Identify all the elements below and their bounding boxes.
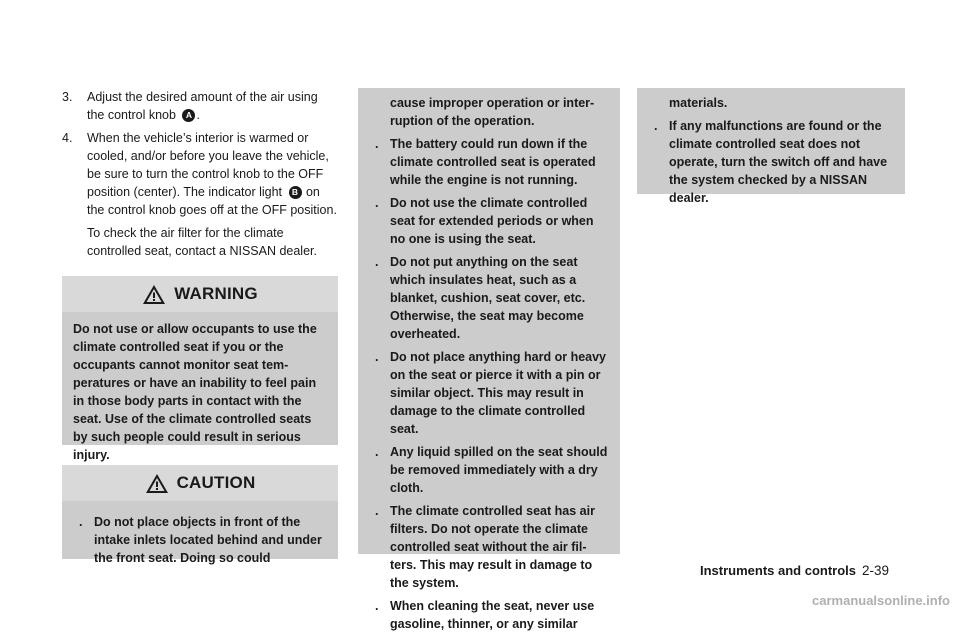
bullet-marker: . (375, 196, 379, 210)
caution-body (62, 501, 338, 565)
column-1 (62, 88, 338, 565)
caution-bullet (366, 348, 612, 438)
caution-bullet (366, 502, 612, 592)
step-text: Adjust the desired amount of the air using the control knob (87, 90, 318, 122)
step-4 (62, 129, 338, 219)
caution-continuation: cause improper operation or inter-ruption of the operation. (390, 96, 595, 128)
column-3 (637, 88, 905, 205)
section-title: Instruments and controls (700, 563, 857, 578)
warning-triangle-icon (142, 284, 166, 305)
step-text-end: on the control knob goes off at the OFF position. (87, 185, 337, 217)
bullet-text: Any liquid spilled on the seat should be removed immediately with a dry cloth. (390, 445, 608, 495)
warning-header (62, 276, 338, 312)
caution-triangle-icon (145, 473, 169, 494)
caution-bullet (366, 135, 612, 189)
caution-bullet (70, 513, 330, 567)
caution-bullet (366, 597, 612, 633)
bullet-text: Do not place anything hard or heavy on the seat or pierce it with a pin or similar object. This may result in damage to the climate controlled seat. (390, 350, 607, 436)
bullet-text: Do not use the climate controlled seat for extended periods or when no one is using the seat. (390, 196, 594, 246)
bullet-text: Do not put anything on the seat which insulates heat, such as a blanket, cushion, seat cover, etc. Otherwise, the seat may become overheated. (390, 255, 586, 341)
bullet-text: The battery could run down if the climate controlled seat is operated while the engine is not running. (390, 137, 596, 187)
bullet-marker: . (375, 137, 379, 151)
caution-bullet (366, 443, 612, 497)
bullet-marker: . (375, 445, 379, 459)
bullet-text: When cleaning the seat, never use gasoline, thinner, or any similar (390, 599, 595, 631)
step-text: When the vehicle’s interior is warmed or cooled, and/or before you leave the vehicle, be sure to turn the control knob to the OFF position (center). The indicator light (87, 131, 329, 199)
callout-b-icon: B (289, 186, 302, 199)
caution-header (62, 465, 338, 501)
bullet-marker: . (375, 599, 379, 613)
watermark: carmanualsonline.info (812, 593, 950, 608)
bullet-text: Do not place objects in front of the intake inlets located behind and under the front seat. Doing so could (94, 515, 322, 565)
step-number: 4. (62, 131, 73, 145)
caution-bullet (645, 117, 897, 207)
caution-bullet (366, 194, 612, 248)
caution-continuation: materials. (669, 96, 728, 110)
bullet-text: The climate controlled seat has air filters. Do not operate the climate controlled seat without the air fil-ters. This may result in damage to the system. (390, 504, 595, 590)
bullet-marker: . (654, 119, 658, 133)
warning-body: Do not use or allow occupants to use the climate controlled seat if you or the occupants cannot monitor seat tem-peratures or have an inability to feel pain in those body parts in contact with the seat. Use of the climate controlled seats by such people could result in serious injury. (62, 312, 338, 445)
warning-title: WARNING (174, 284, 258, 303)
step-text-end: . (196, 108, 200, 122)
bullet-marker: . (375, 504, 379, 518)
bullet-marker: . (79, 515, 83, 529)
caution-title: CAUTION (176, 473, 256, 492)
column-2 (358, 88, 620, 631)
step-number: 3. (62, 90, 73, 104)
air-filter-note: To check the air filter for the climate controlled seat, contact a NISSAN dealer. (87, 226, 317, 258)
bullet-marker: . (375, 350, 379, 364)
step-3 (62, 88, 338, 124)
caution-bullet (366, 253, 612, 343)
callout-a-icon: A (182, 109, 195, 122)
caution-continued-box (637, 88, 905, 205)
page-number: 2-39 (862, 563, 890, 578)
bullet-marker: . (375, 255, 379, 269)
caution-continued-box (358, 88, 620, 631)
bullet-text: If any malfunctions are found or the climate controlled seat does not operate, turn the switch off and have the system checked by a NISSAN dealer. (669, 119, 888, 205)
page-footer (700, 563, 909, 578)
